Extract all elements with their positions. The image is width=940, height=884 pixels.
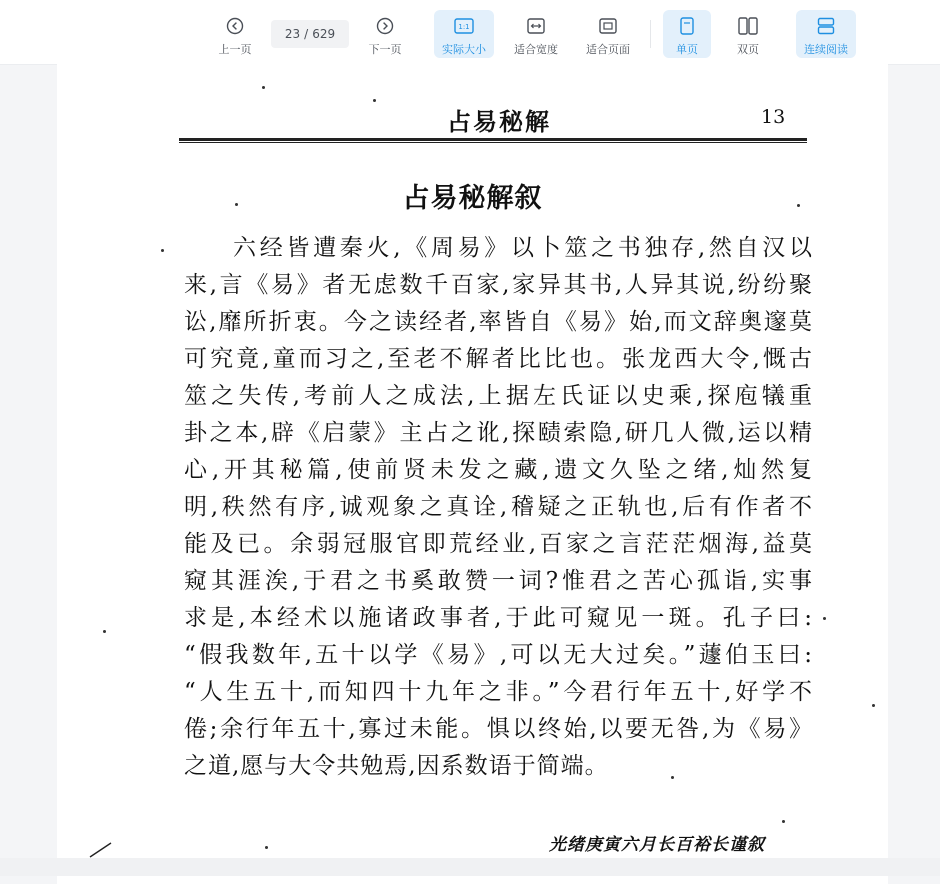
actual-size-icon xyxy=(454,14,474,38)
continuous-reading-icon xyxy=(817,14,835,38)
text-line: 心,开其秘篇,使前贤未发之藏,遗文久坠之绪,灿然复 xyxy=(184,457,812,483)
scan-speck xyxy=(782,820,785,823)
total-pages: 629 xyxy=(312,27,336,41)
svg-text:1:1: 1:1 xyxy=(458,23,470,31)
fit-width-icon xyxy=(527,14,545,38)
current-page-number[interactable]: 23 xyxy=(284,27,301,41)
text-line: 之道,愿与大令共勉焉,因系数语于简端。 xyxy=(184,753,609,779)
text-line: 明,秩然有序,诚观象之真诠,稽疑之正轨也,后有作者不 xyxy=(184,494,812,520)
running-head: 占易秘解 xyxy=(447,107,551,136)
text-line: “人生五十,而知四十九年之非。”今君行年五十,好学不 xyxy=(184,679,812,705)
continuous-reading-label: 连续阅读 xyxy=(804,43,848,56)
text-line: 六经皆遭秦火,《周易》以卜筮之书独存,然自汉以 xyxy=(233,235,812,261)
chevron-left-circle-icon xyxy=(226,14,244,38)
double-page-label: 双页 xyxy=(737,43,759,56)
text-line: “假我数年,五十以学《易》,可以无大过矣。”蘧伯玉曰: xyxy=(184,642,812,668)
prev-page-button[interactable] xyxy=(213,10,257,58)
next-page-button[interactable] xyxy=(363,10,407,58)
scan-stroke-mark xyxy=(87,840,115,860)
fit-page-icon xyxy=(599,14,617,38)
scan-speck xyxy=(797,204,800,207)
fit-width-button[interactable] xyxy=(507,10,565,58)
fit-width-label: 适合宽度 xyxy=(514,43,558,56)
signature-line: 光绪庚寅六月长百裕长谨叙 xyxy=(549,835,765,855)
prev-page-label: 上一页 xyxy=(218,43,252,56)
text-line: 来,言《易》者无虑数千百家,家异其书,人异其说,纷纷聚 xyxy=(184,272,812,298)
page-separator: / xyxy=(304,27,309,41)
next-page-label: 下一页 xyxy=(368,43,402,56)
page-number: 13 xyxy=(761,106,786,128)
single-page-label: 单页 xyxy=(676,43,698,56)
scan-speck xyxy=(161,249,164,252)
fit-page-label: 适合页面 xyxy=(586,43,630,56)
actual-size-label: 实际大小 xyxy=(442,43,486,56)
chevron-right-circle-icon xyxy=(376,14,394,38)
scan-speck xyxy=(235,203,238,206)
scan-speck xyxy=(872,704,875,707)
single-page-icon xyxy=(680,14,694,38)
scan-speck xyxy=(262,86,265,89)
text-line: 能及已。余弱冠服官即荒经业,百家之言茫茫烟海,益莫 xyxy=(184,531,812,557)
double-page-icon xyxy=(738,14,758,38)
text-line: 倦;余行年五十,寡过未能。惧以终始,以要无咎,为《易》 xyxy=(184,716,812,742)
scan-speck xyxy=(373,99,376,102)
continuous-reading-button[interactable] xyxy=(796,10,856,58)
document-page xyxy=(57,64,888,884)
scan-speck xyxy=(671,776,674,779)
viewer-toolbar xyxy=(0,0,940,65)
chapter-title: 占易秘解叙 xyxy=(402,183,543,214)
scan-speck xyxy=(823,617,826,620)
text-line: 求是,本经术以施诸政事者,于此可窥见一斑。孔子曰: xyxy=(184,605,812,631)
toolbar-divider xyxy=(650,20,651,48)
text-line: 可究竟,童而习之,至老不解者比比也。张龙西大令,慨古 xyxy=(184,346,812,372)
bottom-strip xyxy=(0,858,940,876)
actual-size-button[interactable] xyxy=(434,10,494,58)
text-line: 讼,靡所折衷。今之读经者,率皆自《易》始,而文辞奥邃莫 xyxy=(184,309,812,335)
header-rule xyxy=(179,138,807,143)
page-indicator[interactable] xyxy=(271,20,349,48)
fit-page-button[interactable] xyxy=(579,10,637,58)
single-page-button[interactable] xyxy=(663,10,711,58)
scan-speck xyxy=(265,846,268,849)
text-line: 筮之失传,考前人之成法,上据左氏证以史乘,探庖犠重 xyxy=(184,383,812,409)
text-line: 卦之本,辟《启蒙》主占之讹,探赜索隐,研几人微,运以精 xyxy=(184,420,812,446)
scan-speck xyxy=(103,630,106,633)
double-page-button[interactable] xyxy=(724,10,772,58)
text-line: 窥其涯涘,于君之书奚敢赞一词?惟君之苦心孤诣,实事 xyxy=(184,568,812,594)
